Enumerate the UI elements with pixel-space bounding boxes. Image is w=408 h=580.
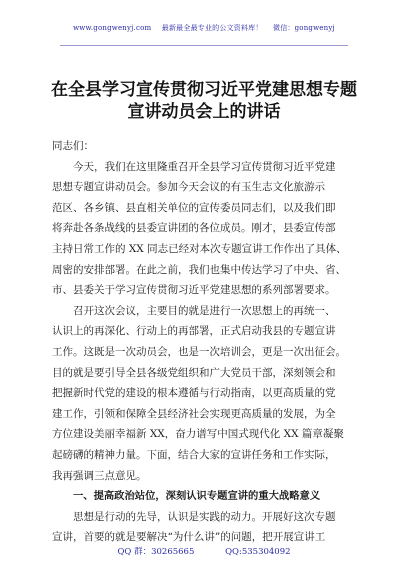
body-line: 宣讲，首要的就是要解决“为什么讲”的问题，把开展宣讲工: [52, 531, 326, 544]
body-line: 认识上的再深化、行动上的再部署，正式启动我县的专题宣讲: [52, 325, 336, 338]
body-line: 主持日常工作的 XX 同志已经对本次专题宣讲工作作出了具体、: [52, 242, 347, 255]
body-line: 方位建设美丽幸福新 XX，奋力谱写中国式现代化 XX 篇章凝聚: [52, 428, 344, 441]
body-line: 今天，我们在这里隆重召开全县学习宣传贯彻习近平党建: [73, 160, 336, 173]
header-divider: [60, 45, 348, 46]
body-line: 我再强调三点意见。: [52, 469, 147, 482]
section-heading-1: 一、提高政治站位，深刻认识专题宣讲的重大战略意义: [73, 490, 321, 503]
document-title-line-2: 宣讲动员会上的讲话: [127, 102, 281, 122]
body-line: 目的就是要引导全县各级党组织和广大党员干部，深刻领会和: [52, 366, 336, 379]
header-site-link[interactable]: www.gongwenyj.com: [73, 24, 152, 32]
body-line: 起磅礴的精神力量。下面，结合大家的宣讲任务和工作实际，: [52, 448, 336, 461]
body-line: 市、县委关于学习宣传贯彻习近平党建思想的系列部署要求。: [52, 284, 336, 297]
footer-qq-group: QQ 群：30265665: [117, 547, 195, 557]
body-line: 召开这次会议，主要目的就是进行一次思想上的再统一、: [73, 304, 336, 317]
footer-contact: [0, 545, 408, 557]
body-line: 把握新时代党的建设的根本遵循与行动指南，以更高质量的党: [52, 387, 336, 400]
footer-qq: QQ:535304092: [225, 547, 291, 557]
header-wechat: 微信：gongwenyj: [273, 24, 335, 32]
header-banner: [0, 23, 408, 33]
document-title-line-1: 在全县学习宣传贯彻习近平党建思想专题: [51, 80, 357, 100]
body-line: 范区、各乡镇、县直相关单位的宣传委员同志们，以及我们即: [52, 201, 336, 214]
body-line: 思想是行动的先导，认识是实践的动力。开展好这次专题: [73, 510, 336, 523]
body-line: 思想专题宣讲动员会。参加今天会议的有玉生志文化旅游示: [52, 181, 325, 194]
header-tagline: 最新最全最专业的公文资料库！: [161, 24, 263, 32]
body-line: 将奔赴各条战线的县委宣讲团的各位成员。刚才，县委宣传部: [52, 222, 336, 235]
salutation: 同志们：: [52, 140, 94, 152]
document-body: [52, 136, 356, 548]
body-line: 工作。这既是一次动员会，也是一次培训会，更是一次出征会。: [52, 345, 346, 358]
body-line: 建工作，引领和保障全县经济社会实现更高质量的发展，为全: [52, 407, 336, 420]
body-line: 周密的安排部署。在此之前，我们也集中传达学习了中央、省、: [52, 263, 346, 276]
